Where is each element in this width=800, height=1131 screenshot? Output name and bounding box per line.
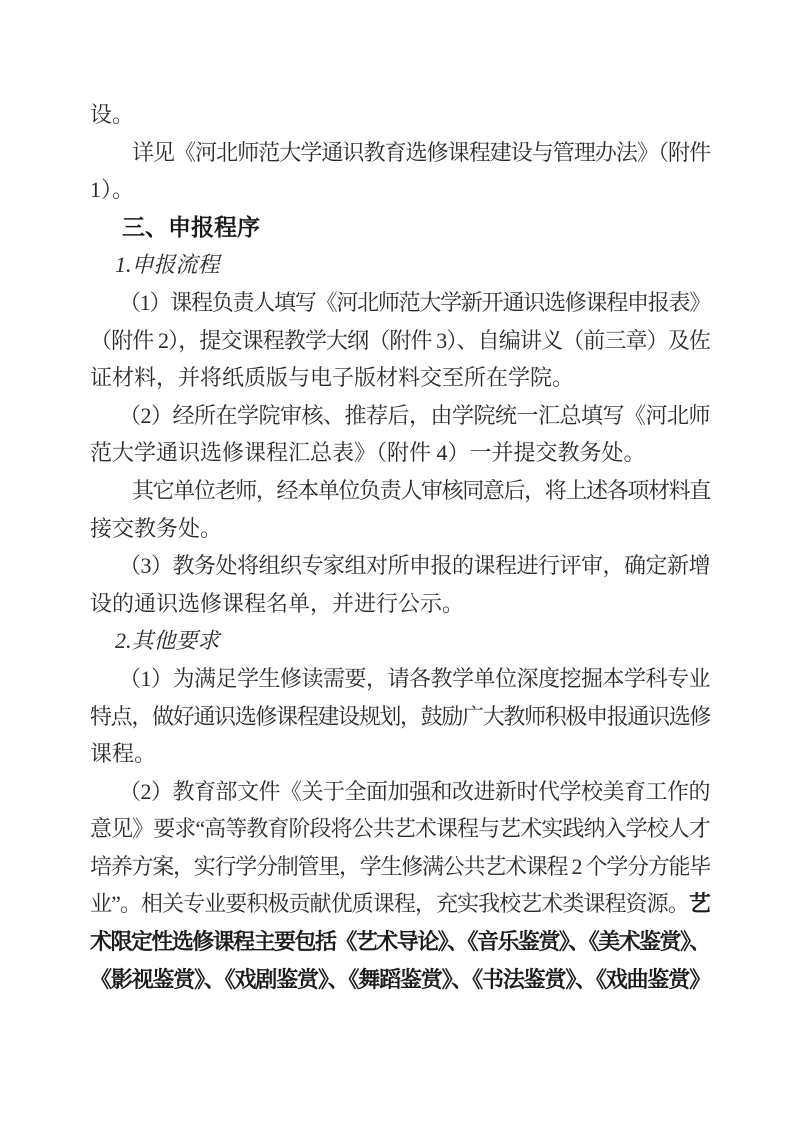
- text-line: [90, 96, 710, 134]
- line-content: [90, 365, 574, 390]
- text-segment: 详见《河北师范大学通识教育选修课程建设与管理办法》（附件: [132, 139, 711, 165]
- line-content: [122, 214, 260, 240]
- emphasis-text: 艺: [688, 891, 710, 917]
- text-line: [90, 848, 710, 886]
- line-content: [90, 816, 710, 841]
- text-segment: 业”。相关专业要积极贡献优质课程，充实我校艺术类课程资源。: [90, 891, 689, 917]
- text-segment: 课程。: [90, 741, 157, 767]
- text-segment: 1）。: [90, 177, 135, 203]
- sub-heading: [90, 246, 710, 284]
- line-content: [90, 591, 464, 616]
- sub-heading: [90, 622, 710, 660]
- emphasis-text: 《影视鉴赏》、《戏剧鉴赏》、《舞蹈鉴赏》、《书法鉴赏》、《戏曲鉴赏》: [90, 966, 710, 992]
- text-line: [90, 171, 710, 209]
- text-segment: （1）为满足学生修读需要，请各教学单位深度挖掘本学科专业: [119, 665, 711, 691]
- line-content: [90, 440, 646, 465]
- line-content: [119, 553, 710, 578]
- line-content: [115, 252, 220, 277]
- text-line: [90, 773, 710, 811]
- text-line: [90, 284, 710, 322]
- text-segment: （附件 2），提交课程教学大纲（附件 3）、自编讲义（前三章）及佐: [90, 327, 710, 353]
- text-line: [90, 885, 710, 923]
- text-line: [90, 923, 710, 961]
- text-line: [90, 134, 710, 172]
- text-segment: （2）经所在学院审核、推荐后，由学院统一汇总填写《河北师: [119, 402, 711, 428]
- line-content: [90, 741, 156, 766]
- text-line: [90, 660, 710, 698]
- text-segment: 特点，做好通识选修课程建设规划，鼓励广大教师积极申报通识选修: [90, 703, 711, 729]
- line-content: [90, 328, 710, 353]
- text-segment: 设的通识选修课程名单，并进行公示。: [90, 590, 465, 616]
- text-line: [90, 472, 710, 510]
- text-segment: 1.申报流程: [115, 252, 220, 278]
- line-content: [119, 290, 710, 315]
- text-line: [90, 810, 710, 848]
- line-content: [90, 929, 710, 954]
- text-segment: 设。: [90, 102, 135, 127]
- text-segment: 范大学通识选修课程汇总表》（附件 4）一并提交教务处。: [90, 440, 646, 466]
- line-content: [132, 140, 710, 165]
- line-content: [119, 666, 710, 691]
- line-content: [90, 891, 710, 916]
- text-line: [90, 434, 710, 472]
- document-body: [90, 96, 710, 998]
- line-content: [132, 478, 710, 503]
- line-content: [119, 779, 710, 804]
- line-content: [90, 854, 710, 879]
- text-segment: 接交教务处。: [90, 515, 223, 541]
- text-line: [90, 510, 710, 548]
- text-segment: 其它单位老师，经本单位负责人审核同意后，将上述各项材料直: [132, 477, 710, 503]
- text-segment: （1）课程负责人填写《河北师范大学新开通识选修课程申报表》: [119, 289, 711, 315]
- line-content: [90, 177, 134, 202]
- line-content: [90, 967, 710, 992]
- text-line: [90, 585, 710, 623]
- line-content: [90, 102, 134, 127]
- text-line: [90, 961, 710, 999]
- text-line: [90, 547, 710, 585]
- text-line: [90, 359, 710, 397]
- text-segment: 意见》要求“高等教育阶段将公共艺术课程与艺术实践纳入学校人才: [90, 816, 710, 842]
- text-line: [90, 397, 710, 435]
- text-segment: 培养方案，实行学分制管里，学生修满公共艺术课程 2 个学分方能毕: [90, 853, 711, 879]
- emphasis-text: 术限定性选修课程主要包括《艺术导论》、《音乐鉴赏》、《美术鉴赏》、: [90, 929, 710, 955]
- text-segment: 2.其他要求: [115, 628, 220, 654]
- emphasis-text: 三、申报程序: [122, 213, 260, 240]
- text-line: [90, 322, 710, 360]
- line-content: [90, 704, 710, 729]
- line-content: [115, 628, 220, 653]
- line-content: [119, 403, 710, 428]
- text-line: [90, 698, 710, 736]
- text-line: [90, 735, 710, 773]
- text-segment: 证材料，并将纸质版与电子版材料交至所在学院。: [90, 365, 575, 391]
- section-heading: [90, 209, 710, 247]
- text-segment: （3）教务处将组织专家组对所申报的课程进行评审，确定新增: [119, 553, 711, 579]
- text-segment: （2）教育部文件《关于全面加强和改进新时代学校美育工作的: [119, 778, 711, 804]
- line-content: [90, 516, 222, 541]
